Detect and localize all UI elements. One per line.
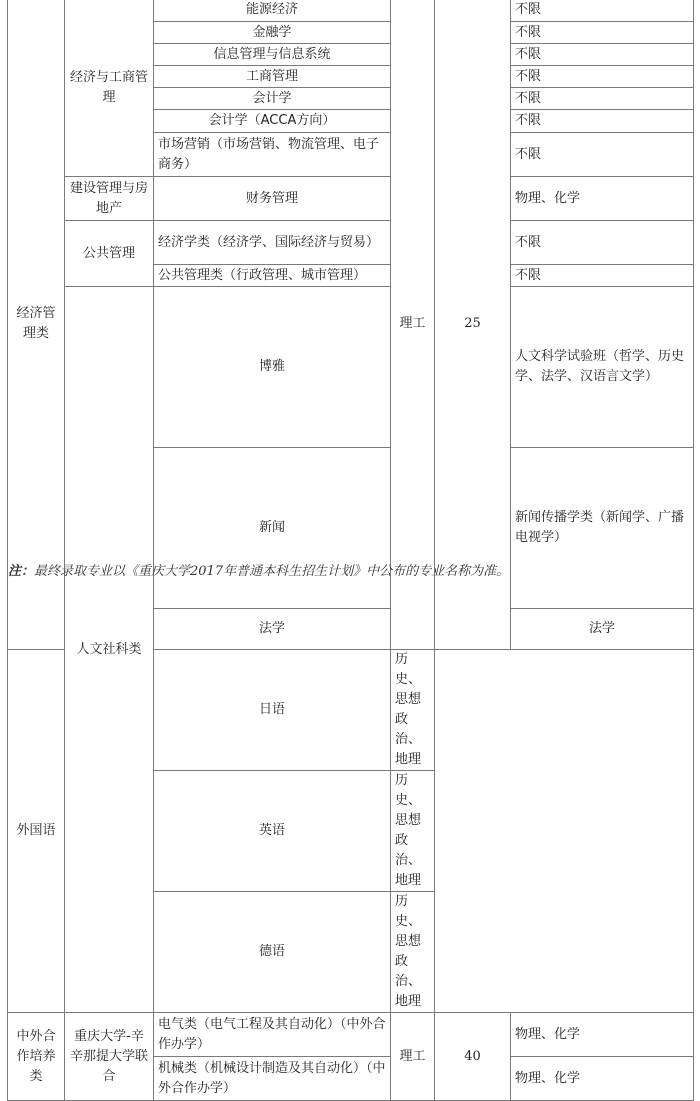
requirement-cell: 不限 (511, 265, 694, 287)
table-row (8, 0, 694, 22)
major-cell: 工商管理 (154, 66, 391, 88)
footnote-text: 最终录取专业以《重庆大学2017年普通本科生招生计划》中公布的专业名称为准。 (34, 564, 510, 579)
type-cell: 理工 (391, 0, 435, 650)
requirement-cell: 不限 (511, 44, 694, 66)
table-row (8, 1013, 694, 1057)
requirement-cell: 物理、化学 (511, 177, 694, 221)
major-cell: 财务管理 (154, 177, 391, 221)
category-cell: 人文社科类 (65, 287, 154, 1013)
major-cell: 法学 (511, 609, 694, 650)
major-cell: 电气类（电气工程及其自动化）（中外合作办学） (154, 1013, 391, 1057)
requirement-cell: 物理、化学 (511, 1013, 694, 1057)
subcategory-cell: 外国语 (8, 650, 65, 1013)
footnote (8, 560, 509, 579)
requirement-cell: 不限 (511, 110, 694, 133)
major-cell: 人文科学试验班（哲学、历史学、法学、汉语言文学） (511, 287, 694, 448)
category-cell: 中外合作培养类 (8, 1013, 65, 1101)
major-cell: 能源经济 (154, 0, 391, 22)
subcategory-cell: 新闻 (154, 448, 391, 609)
major-cell: 信息管理与信息系统 (154, 44, 391, 66)
requirement-cell: 不限 (511, 221, 694, 265)
major-cell: 机械类（机械设计制造及其自动化）（中外合作办学） (154, 1057, 391, 1101)
table-row (8, 177, 694, 221)
count-cell: 40 (435, 1013, 511, 1101)
requirement-cell: 物理、化学 (511, 1057, 694, 1101)
major-cell: 经济学类（经济学、国际经济与贸易） (154, 221, 391, 265)
table-row (8, 221, 694, 265)
requirement-cell: 历史、思想政治、地理 (391, 771, 435, 892)
table-row (8, 287, 694, 448)
count-cell: 25 (435, 0, 511, 650)
requirement-cell: 不限 (511, 22, 694, 44)
subcategory-cell: 重庆大学-辛辛那提大学联合 (65, 1013, 154, 1101)
major-cell: 金融学 (154, 22, 391, 44)
requirement-cell: 历史、思想政治、地理 (391, 892, 435, 1013)
major-cell: 新闻传播学类（新闻学、广播电视学） (511, 448, 694, 609)
admission-table (7, 0, 694, 1101)
major-cell: 市场营销（市场营销、物流管理、电子商务） (154, 133, 391, 177)
subcategory-cell: 公共管理 (65, 221, 154, 287)
subcategory-cell: 博雅 (154, 287, 391, 448)
subcategory-cell: 法学 (154, 609, 391, 650)
requirement-cell: 不限 (511, 88, 694, 110)
type-cell: 理工 (391, 1013, 435, 1101)
major-cell: 会计学 (154, 88, 391, 110)
requirement-cell: 不限 (511, 66, 694, 88)
major-cell: 会计学（ACCA方向） (154, 110, 391, 133)
major-cell: 德语 (154, 892, 391, 1013)
major-cell: 公共管理类（行政管理、城市管理） (154, 265, 391, 287)
major-cell: 日语 (154, 650, 391, 771)
footnote-label: 注： (8, 564, 35, 579)
major-cell: 英语 (154, 771, 391, 892)
requirement-cell: 历史、思想政治、地理 (391, 650, 435, 771)
subcategory-cell: 建设管理与房地产 (65, 177, 154, 221)
requirement-cell: 不限 (511, 0, 694, 22)
category-cell: 经济管理类 (8, 0, 65, 650)
subcategory-cell: 经济与工商管理 (65, 0, 154, 177)
requirement-cell: 不限 (511, 133, 694, 177)
